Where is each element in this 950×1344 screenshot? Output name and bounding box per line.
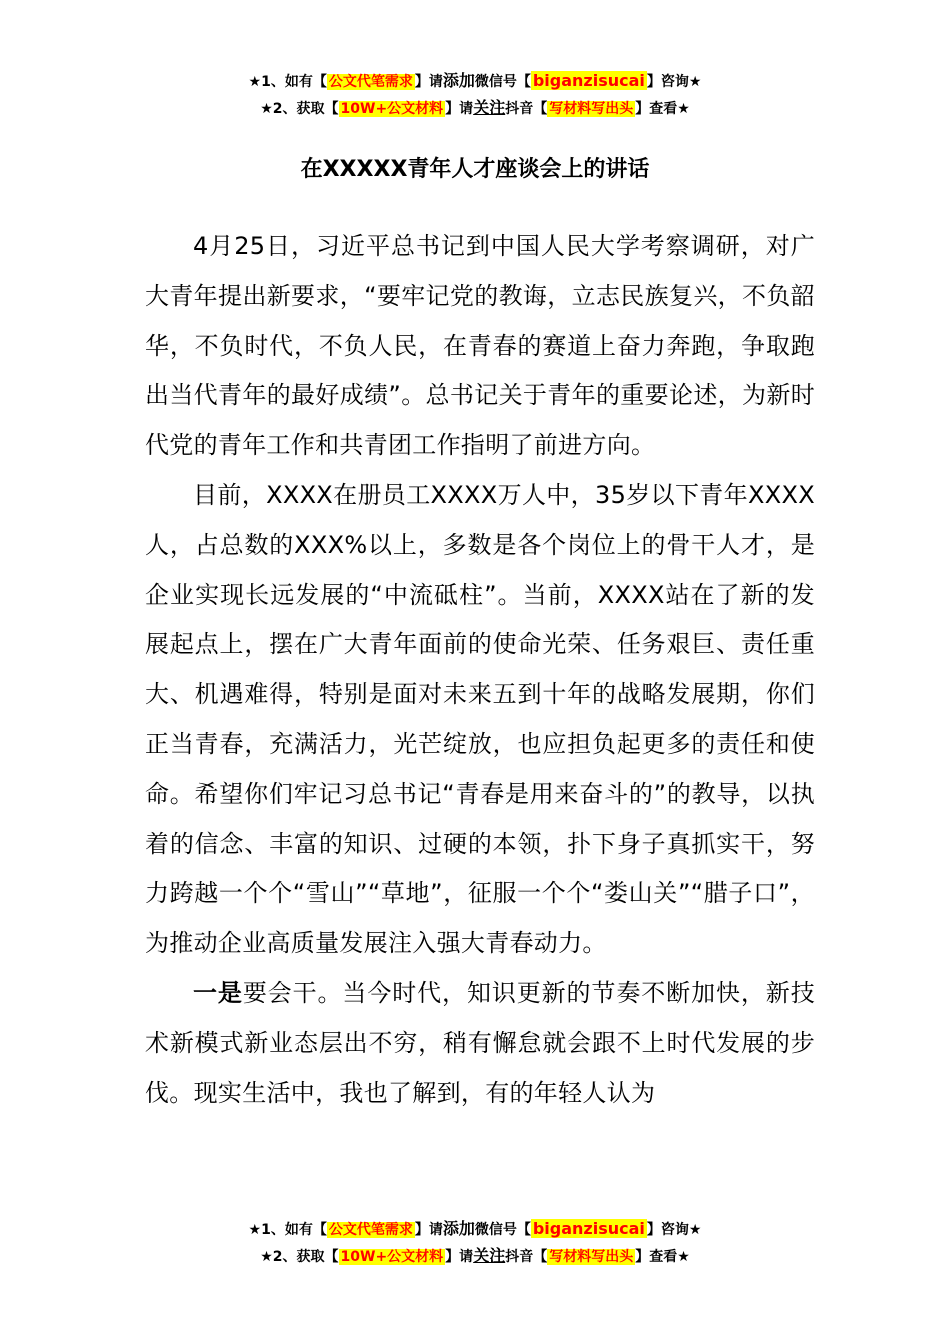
banner-highlight-wechat: biganzisucai [532, 1219, 645, 1238]
banner-text: ★2、获取【 [260, 1249, 339, 1265]
banner-text: 抖音【 [505, 101, 548, 117]
paragraph-1: 4月25日，习近平总书记到中国人民大学考察调研，对广大青年提出新要求，“要牢记党的教诲，立志民族复兴，不负韶华，不负时代，不负人民，在青春的赛道上奋力奔跑，争取跑出当代青年的最好成绩”。总书记关于青年的重要论述，为新时代党的青年工作和共青团工作指明了前进方向。 [145, 232, 815, 460]
banner-text: 】请 [414, 74, 443, 90]
banner-line-1 [0, 1216, 950, 1243]
banner-line-1 [0, 68, 950, 95]
banner-text: 】查看★ [635, 1249, 690, 1265]
banner-highlight: 公文代笔需求 [328, 74, 413, 90]
banner-line-2 [0, 95, 950, 122]
banner-text: 】咨询★ [646, 74, 702, 90]
banner-text: ★1、如有【 [248, 74, 327, 90]
paragraph-2: 目前，XXXX在册员工XXXX万人中，35岁以下青年XXXX人，占总数的XXX%以上，多数是各个岗位上的骨干人才，是企业实现长远发展的“中流砥柱”。当前，XXXX站在了新的发展起点上，摆在广大青年面前的使命光荣、任务艰巨、责任重大、机遇难得，特别是面对未来五到十年的战略发展期，你们正当青春，充满活力，光芒绽放，也应担负起更多的责任和使命。希望你们牢记习总书记“青春是用来奋斗的”的教导，以执着的信念、丰富的知识、过硬的本领，扑下身子真抓实干，努力跨越一个个“雪山”“草地”，征服一个个“娄山关”“腊子口”，为推动企业高质量发展注入强大青春动力。 [145, 480, 815, 958]
paragraph-3-lead: 一是 [193, 978, 243, 1007]
banner-text: ★1、如有【 [248, 1222, 327, 1238]
banner-text: 】请 [414, 1222, 443, 1238]
banner-text: 】查看★ [635, 101, 690, 117]
banner-text: 微信号【 [474, 1222, 531, 1238]
banner-highlight: 公文代笔需求 [328, 1222, 413, 1238]
banner-text: 】请 [445, 101, 474, 117]
paragraph-3 [145, 969, 815, 1118]
document-body [145, 222, 815, 1118]
banner-highlight: 10W+公文材料 [340, 1249, 444, 1265]
banner-highlight: 10W+公文材料 [340, 101, 444, 117]
banner-emphasis: 关注 [473, 98, 506, 117]
banner-line-2 [0, 1243, 950, 1270]
banner-emphasis: 添加 [442, 71, 475, 90]
banner-text: 】请 [445, 1249, 474, 1265]
document-title: 在XXXXX青年人才座谈会上的讲话 [300, 157, 650, 182]
footer-banner [0, 1216, 950, 1270]
paragraph-3-text: 要会干。当今时代，知识更新的节奏不断加快，新技术新模式新业态层出不穷，稍有懈怠就会跟不上时代发展的步伐。现实生活中，我也了解到，有的年轻人认为 [145, 978, 815, 1107]
header-banner [0, 68, 950, 122]
banner-text: 抖音【 [505, 1249, 548, 1265]
banner-highlight-douyin: 写材料写出头 [549, 101, 634, 117]
banner-text: 】咨询★ [646, 1222, 702, 1238]
banner-highlight-wechat: biganzisucai [532, 71, 645, 90]
banner-text: ★2、获取【 [260, 101, 339, 117]
banner-emphasis: 添加 [442, 1219, 475, 1238]
banner-emphasis: 关注 [473, 1246, 506, 1265]
banner-text: 微信号【 [474, 74, 531, 90]
banner-highlight-douyin: 写材料写出头 [549, 1249, 634, 1265]
